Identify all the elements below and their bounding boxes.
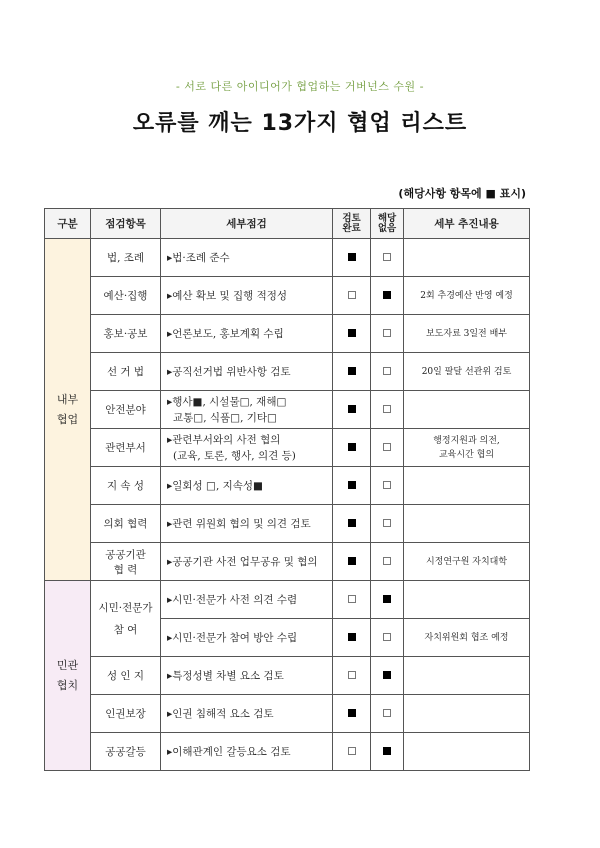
reviewed-checkbox[interactable] [348, 405, 356, 413]
detail-line: ▸공공기관 사전 업무공유 및 협의 [167, 555, 318, 568]
not-applicable-cell [371, 315, 404, 353]
header-item: 점검항목 [91, 209, 161, 239]
detail-check [161, 657, 333, 695]
not-applicable-checkbox[interactable] [383, 633, 391, 641]
plan-cell [404, 657, 530, 695]
detail-check [161, 277, 333, 315]
check-item: 공공갈등 [91, 733, 161, 771]
table-body [45, 239, 530, 771]
table-row [45, 277, 530, 315]
detail-check [161, 353, 333, 391]
reviewed-cell [333, 315, 371, 353]
not-applicable-checkbox[interactable] [383, 367, 391, 375]
detail-check [161, 239, 333, 277]
not-applicable-checkbox[interactable] [383, 595, 391, 603]
reviewed-cell [333, 239, 371, 277]
not-applicable-cell [371, 505, 404, 543]
not-applicable-cell [371, 543, 404, 581]
reviewed-checkbox[interactable] [348, 291, 356, 299]
check-item: 선 거 법 [91, 353, 161, 391]
reviewed-cell [333, 505, 371, 543]
not-applicable-cell [371, 239, 404, 277]
reviewed-checkbox[interactable] [348, 329, 356, 337]
not-applicable-checkbox[interactable] [383, 481, 391, 489]
reviewed-cell [333, 429, 371, 467]
table-row [45, 239, 530, 277]
not-applicable-checkbox[interactable] [383, 253, 391, 261]
plan-cell: 자치위원회 협조 예정 [404, 619, 530, 657]
not-applicable-checkbox[interactable] [383, 709, 391, 717]
category-cell: 내부 협업 [45, 239, 91, 581]
table-row [45, 315, 530, 353]
detail-line: ▸예산 확보 및 집행 적정성 [167, 289, 288, 302]
check-item: 지 속 성 [91, 467, 161, 505]
detail-check [161, 505, 333, 543]
table-row [45, 353, 530, 391]
not-applicable-cell [371, 429, 404, 467]
subtitle: - 서로 다른 아이디어가 협업하는 거버넌스 수원 - [175, 80, 425, 93]
not-applicable-cell [371, 467, 404, 505]
plan-cell: 2회 추경예산 반영 예정 [404, 277, 530, 315]
check-item: 관련부서 [91, 429, 161, 467]
detail-line: ▸법·조례 준수 [167, 251, 230, 264]
detail-check [161, 733, 333, 771]
not-applicable-checkbox[interactable] [383, 671, 391, 679]
reviewed-checkbox[interactable] [348, 481, 356, 489]
detail-line: ▸관련 위원회 협의 및 의견 검토 [167, 517, 311, 530]
detail-line: ▸특정성별 차별 요소 검토 [167, 669, 284, 682]
plan-cell: 20일 팔달 선관위 검토 [404, 353, 530, 391]
not-applicable-cell [371, 277, 404, 315]
table-header-row [45, 209, 530, 239]
plan-cell [404, 467, 530, 505]
reviewed-cell [333, 619, 371, 657]
reviewed-checkbox[interactable] [348, 367, 356, 375]
plan-cell [404, 505, 530, 543]
detail-line: ▸행사■, 시설물□, 재해□ [167, 395, 287, 408]
reviewed-checkbox[interactable] [348, 671, 356, 679]
detail-line: ▸관련부서와의 사전 협의 [167, 433, 281, 446]
reviewed-cell [333, 391, 371, 429]
header-category: 구분 [45, 209, 91, 239]
detail-check [161, 695, 333, 733]
plan-cell: 행정지원과 의전, 교육시간 협의 [404, 429, 530, 467]
not-applicable-cell [371, 391, 404, 429]
check-item: 법, 조례 [91, 239, 161, 277]
reviewed-checkbox[interactable] [348, 519, 356, 527]
not-applicable-checkbox[interactable] [383, 747, 391, 755]
checklist-table [44, 208, 530, 771]
detail-line: ▸일회성 □, 지속성■ [167, 479, 263, 492]
reviewed-cell [333, 543, 371, 581]
table-row [45, 391, 530, 429]
check-item: 의회 협력 [91, 505, 161, 543]
detail-check [161, 543, 333, 581]
not-applicable-checkbox[interactable] [383, 291, 391, 299]
reviewed-cell [333, 733, 371, 771]
table-row [45, 657, 530, 695]
detail-line: ▸언론보도, 홍보계획 수립 [167, 327, 284, 340]
check-item: 인권보장 [91, 695, 161, 733]
plan-cell: 보도자료 3일전 배부 [404, 315, 530, 353]
header-not-applicable: 해당 없음 [371, 209, 404, 239]
plan-cell [404, 695, 530, 733]
not-applicable-checkbox[interactable] [383, 443, 391, 451]
plan-cell: 시정연구원 자치대학 [404, 543, 530, 581]
table-row [45, 543, 530, 581]
detail-check [161, 315, 333, 353]
table-row [45, 733, 530, 771]
plan-cell [404, 391, 530, 429]
plan-cell [404, 581, 530, 619]
reviewed-checkbox[interactable] [348, 595, 356, 603]
detail-check [161, 429, 333, 467]
marking-note: (해당사항 항목에 ■ 표시) [398, 187, 526, 200]
not-applicable-cell [371, 619, 404, 657]
plan-cell [404, 239, 530, 277]
not-applicable-checkbox[interactable] [383, 405, 391, 413]
plan-cell [404, 733, 530, 771]
table-row [45, 467, 530, 505]
reviewed-cell [333, 467, 371, 505]
reviewed-cell [333, 581, 371, 619]
reviewed-cell [333, 695, 371, 733]
header-detail: 세부점검 [161, 209, 333, 239]
detail-line: ▸이해관계인 갈등요소 검토 [167, 745, 291, 758]
reviewed-checkbox[interactable] [348, 557, 356, 565]
reviewed-checkbox[interactable] [348, 747, 356, 755]
detail-line: ▸인권 침해적 요소 검토 [167, 707, 274, 720]
detail-check [161, 467, 333, 505]
table-row [45, 429, 530, 467]
not-applicable-checkbox[interactable] [383, 519, 391, 527]
reviewed-cell [333, 353, 371, 391]
category-cell: 민관 협치 [45, 581, 91, 771]
check-item: 공공기관 협 력 [91, 543, 161, 581]
detail-line: ▸시민·전문가 사전 의견 수렴 [167, 593, 298, 606]
detail-line: ▸시민·전문가 참여 방안 수립 [167, 631, 298, 644]
reviewed-cell [333, 277, 371, 315]
detail-check [161, 619, 333, 657]
check-item: 시민·전문가 참 여 [91, 581, 161, 657]
not-applicable-cell [371, 657, 404, 695]
check-item: 안전분야 [91, 391, 161, 429]
detail-check [161, 581, 333, 619]
detail-line: ▸공직선거법 위반사항 검토 [167, 365, 291, 378]
detail-line: 교통□, 식품□, 기타□ [173, 411, 277, 424]
table-row [45, 581, 530, 619]
reviewed-checkbox[interactable] [348, 709, 356, 717]
reviewed-checkbox[interactable] [348, 633, 356, 641]
reviewed-checkbox[interactable] [348, 443, 356, 451]
header-reviewed: 검토 완료 [333, 209, 371, 239]
not-applicable-cell [371, 733, 404, 771]
not-applicable-cell [371, 695, 404, 733]
header-plan: 세부 추진내용 [404, 209, 530, 239]
reviewed-checkbox[interactable] [348, 253, 356, 261]
check-item: 성 인 지 [91, 657, 161, 695]
page-title: 오류를 깨는 13가지 협업 리스트 [132, 111, 468, 136]
reviewed-cell [333, 657, 371, 695]
not-applicable-checkbox[interactable] [383, 557, 391, 565]
check-item: 예산·집행 [91, 277, 161, 315]
table-row [45, 695, 530, 733]
table-row [45, 505, 530, 543]
not-applicable-cell [371, 581, 404, 619]
detail-line: (교육, 토론, 행사, 의견 등) [173, 449, 296, 462]
not-applicable-cell [371, 353, 404, 391]
detail-check [161, 391, 333, 429]
not-applicable-checkbox[interactable] [383, 329, 391, 337]
check-item: 홍보·공보 [91, 315, 161, 353]
